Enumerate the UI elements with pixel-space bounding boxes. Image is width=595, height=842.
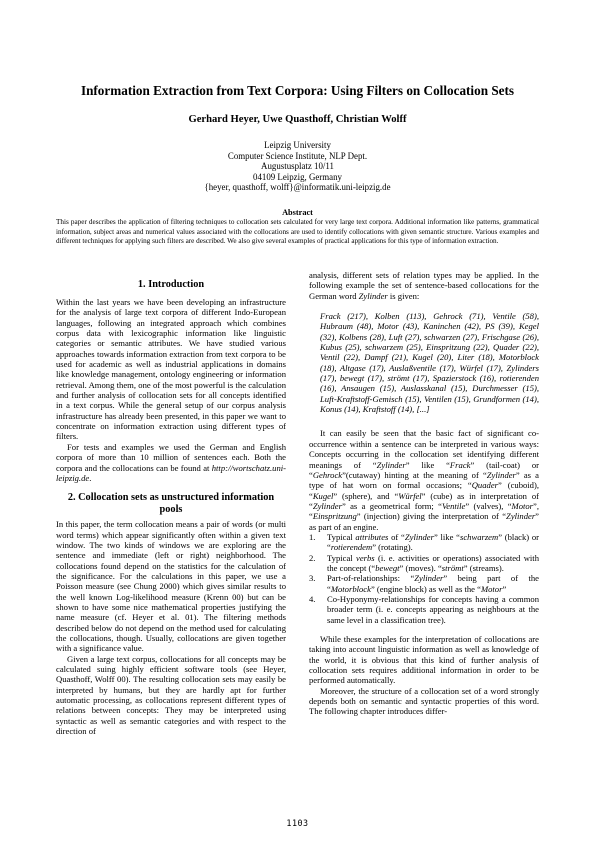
text-run: ” (black) or “ [327, 531, 540, 553]
italic-term: Zylinder [376, 459, 406, 470]
italic-term: schwarzem [460, 531, 499, 542]
affiliation-university: Leipzig University [264, 140, 331, 150]
italic-term: Motor [480, 583, 503, 594]
italic-term: strömt [441, 562, 464, 573]
text-run: Co-Hyponymy-relationships for concepts having a common broader term (i. e. concepts appearing as neighbours at the same level in a classification tree). [327, 593, 539, 625]
intro-paragraph-1: Within the last years we have been developing an infrastructure for the analysis of large text corpora of different Indo-European languages, following an integrated approach which combines corpus data with lexicographic information like linguistic categories or semantic attributes. We have studied various approaches towards information extraction from text corpora to be used for academic as well as industrial applications in domains like knowledge management, ontology engineering or information retrieval. Among them, one of the most powerful is the calculation and further analysis of collocation sets for all concepts identified in a text corpus. While the general setup of our corpus analysis infrastructure has already been presented, in this paper we want to concentrate on information extraction using different types of filters. [56, 297, 286, 442]
italic-term: Motor [511, 500, 534, 511]
italic-term: Zylinder [404, 531, 434, 542]
section-1-heading: 1. Introduction [137, 279, 205, 290]
intro-paragraph-2 [56, 442, 286, 483]
list-item [309, 532, 539, 553]
abstract-heading: Abstract [282, 208, 313, 217]
example-word: Zylinder [358, 290, 388, 301]
text-run: ” (streams). [463, 562, 504, 573]
paper-authors: Gerhard Heyer, Uwe Quasthoff, Christian Wolff [188, 114, 407, 125]
left-column [56, 270, 286, 736]
list-item-number: 2. [309, 552, 316, 563]
collocation-paragraph-2: Given a large text corpus, collocations for all concepts may be calculated suing highly efficient software tools (see Heyer, Quasthoff, Wolff 00). The resulting collocation sets may easily be interpreted by humans, but they are hardly apt for further automatic processing, as collocations represent different types of relations between concepts: They may be interpreted using syntactic as well as semantic categories and with respect to the direction of [56, 653, 286, 737]
affiliation-department: Computer Science Institute, NLP Dept. [227, 150, 368, 161]
text-run: ” (valves), “ [465, 500, 512, 511]
interpretation-paragraph [309, 428, 539, 531]
text-run: of “ [388, 531, 405, 542]
corpus-url: http://wortschatz.uni-leipzig.de [56, 462, 286, 483]
text-run: ” as a geometrical form; “ [341, 500, 442, 511]
italic-term: rotierendem [330, 542, 373, 553]
list-item [309, 573, 539, 594]
continuation-text-a: analysis, different sets of relation types may be applied. In the following example the set of sentence-based collocations for the German word [309, 270, 539, 301]
paper-title: Information Extraction from Text Corpora: Using Filters on Collocation Sets [80, 83, 515, 98]
collocation-list: Frack (217), Kolben (113), Gehrock (71), Ventile (58), Hubraum (48), Motor (43), Kaninchen (42), PS (39), Kegel (32), Kolbens (28), Luft (27), schwarzen (27), Frischgase (26), Kubus (25), schwarzem (25), Einspritzung (22), Quader (22), Ventil (22), Dampf (21), Kugel (20), Liter (18), Motorblock (18), Altgase (17), Auslaßventile (17), Würfel (17), Zylinders (17), bewegt (17), strömt (17), Spazierstock (16), rotierenden (16), Ansaugen (15), Auslasskanal (15), Durchmesser (15), Luft-Kraftstoff-Gemisch (15), Ventilen (15), Grundformen (14), Konus (14), Kraftstoff (14), [...] [320, 311, 539, 415]
italic-term: Würfel [398, 490, 422, 501]
text-run: ”, “ [309, 500, 539, 522]
italic-term: Kugel [312, 490, 334, 501]
text-run: ” [502, 583, 507, 594]
continuation-text-b: is given: [387, 290, 420, 301]
list-item-number: 3. [309, 573, 316, 584]
while-paragraph: While these examples for the interpretation of collocations are taking into account linguistic information as well as knowledge of the world, it is obvious that this kind of further analysis of collocation sets requires additional information in order to be performed automatically. [309, 634, 539, 686]
italic-term: Motorblock [330, 583, 371, 594]
moreover-paragraph: Moreover, the structure of a collocation set of a word strongly depends both on semantic and syntactic properties of this word. The following chapter introduces differ- [309, 685, 539, 717]
continuation-paragraph [309, 270, 539, 301]
text-run: ” like “ [433, 531, 460, 542]
interpretation-list [309, 532, 539, 625]
text-run: ”(cutaway) hinting at the meaning of “ [342, 469, 487, 480]
text-run: Typical [327, 552, 357, 563]
collocation-paragraph-1: In this paper, the term collocation means a pair of words (or multi word terms) which appear significantly often within a given text window. The two kinds of windows we are exploring are the sentence and immediate (left or right) neighborhood. The collocations found depend on the statistics for the calculation of the significance. For the calculations in this paper, we use a Poisson measure (see Chung 2000) which gives similar results to the well known Log-likelihood measure (Krenn 00) but can be shown to have some nice mathematical properties justifying the name measure (cf. Heyer et al. 01). The filtering methods described below do not depend on the method used for calculating the collocations, though. Usually, collocations are given together with a significance value. [56, 519, 286, 654]
text-run: ” (injection) giving the interpretation of “ [356, 511, 507, 522]
page-number: 1103 [286, 818, 309, 828]
italic-term: attributes [355, 531, 389, 542]
list-item [309, 594, 539, 625]
italic-term: bewegt [375, 562, 400, 573]
text-run: (i. e. activities or operations) associated with the concept (“ [327, 552, 539, 573]
italic-term: Zylinder [486, 469, 516, 480]
italic-term: Quader [471, 480, 498, 491]
text-run: ” (cuboid), “ [309, 480, 539, 501]
italic-term: Frack [449, 459, 471, 470]
abstract-text: This paper describes the application of filtering techniques to collocation sets calculated for very large text corpora. Additional information like patterns, grammatical information, subject areas and numerical values associated with the collocations are used to identify collocations with given semantic structure. Various examples and different techniques for applying such filters are described. We also give several examples of practical applications for this type of information extraction. [56, 218, 539, 246]
italic-term: Zylinder [312, 500, 342, 511]
section-2-heading: 2. Collocation sets as unstructured information pools [67, 492, 275, 516]
text-run: ” being part of the “ [327, 573, 539, 594]
italic-term: Zylinder [414, 573, 444, 584]
affiliation-email: {heyer, quasthoff, wolff}@informatik.uni-leipzig.de [204, 182, 391, 193]
text-run: ” as a type of hat worn on formal occasions; “ [309, 469, 539, 491]
text-run: ” as part of an engine. [309, 511, 539, 532]
text-run: It can easily be seen that the basic fact of significant co-occurrence within a sentence can be interpreted in various ways: Concepts occurring in the collocation set identifying different meanings of “ [309, 428, 539, 470]
text-run: Typical [327, 531, 356, 542]
text-run: ” (rotating). [372, 542, 413, 553]
text-run: ” (moves). “ [399, 562, 442, 573]
list-item-number: 4. [309, 593, 316, 604]
text-run: ” (tail-coat) or “ [309, 459, 539, 480]
list-item [309, 553, 539, 574]
text-run: Part-of-relationships: “ [327, 573, 415, 584]
affiliation-street: Augustusplatz 10/11 [261, 161, 334, 172]
text-run: ” (engine block) as well as the “ [370, 583, 481, 594]
intro-paragraph-2-end: . [89, 472, 92, 483]
text-run: ” like “ [405, 459, 450, 470]
italic-term: Gehrock [312, 469, 343, 480]
text-run: ” (cube) as in interpretation of “ [309, 490, 539, 511]
text-run: ” (sphere), and “ [333, 490, 399, 501]
affiliation-block [0, 140, 595, 193]
list-item-number: 1. [309, 531, 316, 542]
intro-paragraph-2-text: For tests and examples we used the German and English corpora of more than 10 million of sentences each. Both the corpora and the collocations can be found at [56, 441, 286, 473]
affiliation-city: 04109 Leipzig, Germany [253, 171, 342, 182]
italic-term: Zylinder [506, 511, 536, 522]
italic-term: Ventile [441, 500, 466, 511]
right-column [309, 270, 539, 717]
italic-term: Einspritzung [312, 511, 357, 522]
italic-term: verbs [356, 552, 375, 563]
